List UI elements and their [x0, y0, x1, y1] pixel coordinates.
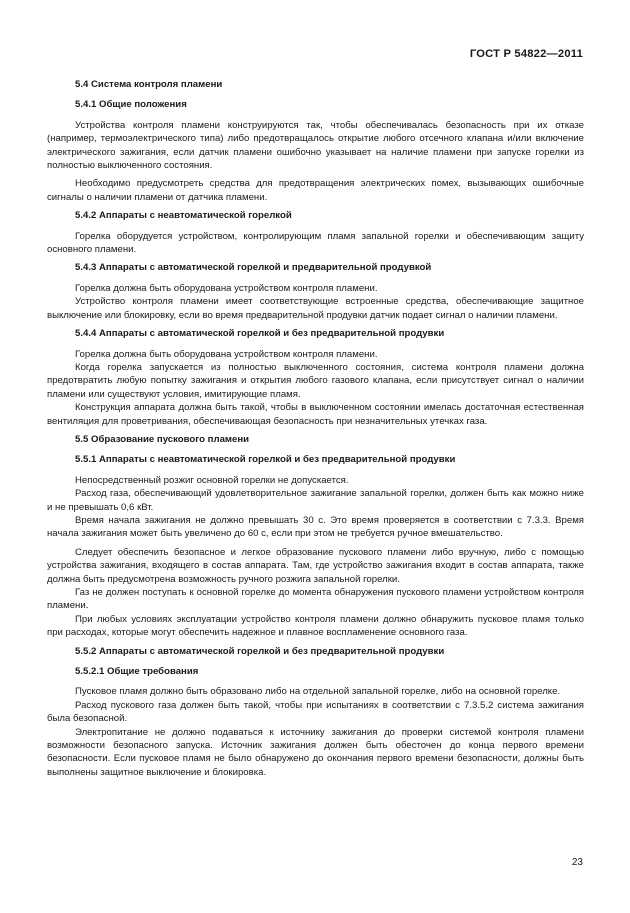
paragraph: Устройство контроля пламени имеет соответствующие встроенные средства, обеспечивающие защитное выключение или блокировку, если во время предварительной продувки датчик подает сигнал о наличии пламени. [47, 296, 584, 321]
paragraph: Конструкция аппарата должна быть такой, чтобы в выключенном состоянии имелась достаточная естественная вентиляция для проветривания, обеспечивающая безопасность при незначительных утечках газа. [47, 402, 584, 427]
paragraph: Расход пускового газа должен быть такой, чтобы при испытаниях в соответствии с 7.3.5.2 система зажигания была безопасной. [47, 699, 584, 725]
paragraph: Газ не должен поступать к основной горелке до момента обнаружения пускового пламени устройством контроля пламени. [47, 587, 584, 612]
paragraph: Горелка должна быть оборудована устройством контроля пламени. [75, 282, 378, 294]
paragraph: Следует обеспечить безопасное и легкое образование пускового пламени либо вручную, либо с помощью устройства зажигания, входящего в состав аппарата. Там, где устройство зажигания входит в состав аппарата, также должна быть предусмотрена возможность ручного розжига запальной горелки. [47, 546, 584, 585]
paragraph: Электропитание не должно подаваться к источнику зажигания до проверки системой контроля пламени возможности безопасного запуска. Источник зажигания должен быть обесточен до конца первого времени безопасности. Если пусковое пламя не было обнаружено до окончания первого времени безопасности, должны быть выполнены защитное выключение и блокировка. [47, 726, 584, 778]
paragraph: Горелка должна быть оборудована устройством контроля пламени. [75, 348, 378, 360]
paragraph: Время начала зажигания не должно превышать 30 с. Это время проверяется в соответствии с 7.3.3. Время начала зажигания может быть увеличено до 60 с, если при этом не требуется ручное вмешательство. [47, 514, 584, 540]
page-number: 23 [571, 857, 583, 868]
subsection-heading: 5.4.4 Аппараты с автоматической горелкой и без предварительной продувки [75, 328, 445, 340]
section-heading: 5.4 Система контроля пламени [75, 79, 223, 90]
paragraph: Расход газа, обеспечивающий удовлетворительное зажигание запальной горелки, должен быть как можно ниже и не превышать 0,6 кВт. [47, 488, 584, 513]
paragraph: При любых условиях эксплуатации устройство контроля пламени должно обнаружить пусковое пламя только при расходах, которые могут обеспечить надежное и плавное воспламенение основного газа. [47, 613, 584, 639]
document-body [47, 78, 584, 779]
subsection-heading: 5.4.3 Аппараты с автоматической горелкой и предварительной продувкой [75, 262, 432, 274]
paragraph: Необходимо предусмотреть средства для предотвращения электрических помех, вызывающих ошибочные сигналы о наличии пламени от датчика пламени. [47, 178, 584, 203]
paragraph: Устройства контроля пламени конструируются так, чтобы обеспечивалась безопасность при их отказе (например, термоэлектрического типа) либо предотвращалось открытие любого отсечного клапана и/или включение электрического зажигания, если датчик пламени ошибочно указывает на наличие пламени при запуске горелки из полностью выключенного состояния. [47, 119, 584, 172]
paragraph: Непосредственный розжиг основной горелки не допускается. [75, 474, 349, 486]
subsubsection-heading: 5.5.2.1 Общие требования [75, 666, 199, 678]
subsection-heading: 5.4.2 Аппараты с неавтоматической горелкой [75, 210, 292, 222]
section-heading: 5.5 Образование пускового пламени [75, 433, 250, 445]
paragraph: Когда горелка запускается из полностью выключенного состояния, система контроля пламени должна предотвратить любую попытку зажигания и открытия любого газового клапана, если присутствует сигнал о наличии пламени или существуют условия, имитирующие пламя. [47, 361, 584, 400]
subsection-heading: 5.5.2 Аппараты с автоматической горелкой и без предварительной продувки [75, 645, 445, 657]
subsection-heading: 5.4.1 Общие положения [75, 99, 187, 111]
paragraph: Пусковое пламя должно быть образовано либо на отдельной запальной горелке, либо на основной горелке. [75, 686, 561, 698]
paragraph: Горелка оборудуется устройством, контролирующим пламя запальной горелки и обеспечивающим защиту основного пламени. [47, 230, 584, 256]
subsection-heading: 5.5.1 Аппараты с неавтоматической горелкой и без предварительной продувки [75, 454, 456, 466]
standard-header: ГОСТ Р 54822—2011 [469, 48, 583, 60]
